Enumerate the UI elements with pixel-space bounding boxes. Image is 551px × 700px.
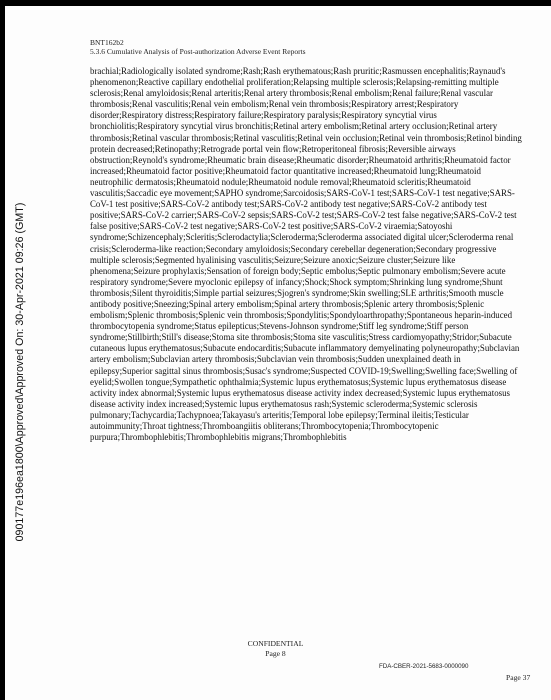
fda-document-id: FDA-CBER-2021-5683-0000090	[379, 663, 469, 670]
approval-stamp-text: 090177e196ea1800\Approved\Approved On: 30-Apr-2021 09:26 (GMT)	[14, 202, 26, 542]
product-name: BNT162b2	[90, 38, 124, 47]
document-header	[90, 38, 306, 56]
document-footer	[0, 639, 551, 658]
section-title: 5.3.6 Cumulative Analysis of Post-authorization Adverse Event Reports	[90, 47, 306, 56]
internal-page-label: Page 8	[265, 648, 286, 658]
confidential-label: CONFIDENTIAL	[247, 639, 304, 648]
adverse-event-term-list: brachial;Radiologically isolated syndrome;Rash;Rash erythematous;Rash pruritic;Rasmussen encephalitis;Raynaud's phenomenon;Reactive capillary endothelial proliferation;Relapsing multiple sclerosis;Relapsing-remitting multiple sclerosis;Renal amyloidosis;Renal arteritis;Renal artery thrombosis;Renal embolism;Renal failure;Renal vascular thrombosis;Renal vasculitis;Renal vein embolism;Renal vein thrombosis;Respiratory arrest;Respiratory disorder;Respiratory distress;Respiratory failure;Respiratory paralysis;Respiratory syncytial virus bronchiolitis;Respiratory syncytial virus bronchitis;Retinal artery embolism;Retinal artery occlusion;Retinal artery thrombosis;Retinal vascular thrombosis;Retinal vasculitis;Retinal vein occlusion;Retinal vein thrombosis;Retinol binding protein decreased;Retinopathy;Retrograde portal vein flow;Retroperitoneal fibrosis;Reversible airways obstruction;Reynold's syndrome;Rheumatic brain disease;Rheumatic disorder;Rheumatoid arthritis;Rheumatoid factor increased;Rheumatoid factor positive;Rheumatoid factor quantitative increased;Rheumatoid lung;Rheumatoid neutrophilic dermatosis;Rheumatoid nodule;Rheumatoid nodule removal;Rheumatoid scleritis;Rheumatoid vasculitis;Saccadic eye movement;SAPHO syndrome;Sarcoidosis;SARS-CoV-1 test;SARS-CoV-1 test negative;SARS-CoV-1 test positive;SARS-CoV-2 antibody test;SARS-CoV-2 antibody test negative;SARS-CoV-2 antibody test positive;SARS-CoV-2 carrier;SARS-CoV-2 sepsis;SARS-CoV-2 test;SARS-CoV-2 test false negative;SARS-CoV-2 test false positive;SARS-CoV-2 test negative;SARS-CoV-2 test positive;SARS-CoV-2 viraemia;Satoyoshi syndrome;Schizencephaly;Scleritis;Sclerodactylia;Scleroderma;Scleroderma associated digital ulcer;Scleroderma renal crisis;Scleroderma-like reaction;Secondary amyloidosis;Secondary cerebellar degeneration;Secondary progressive multiple sclerosis;Segmented hyalinising vasculitis;Seizure;Seizure anoxic;Seizure cluster;Seizure like phenomena;Seizure prophylaxis;Sensation of foreign body;Septic embolus;Septic pulmonary embolism;Severe acute respiratory syndrome;Severe myoclonic epilepsy of infancy;Shock;Shock symptom;Shrinking lung syndrome;Shunt thrombosis;Silent thyroiditis;Simple partial seizures;Sjogren's syndrome;Skin swelling;SLE arthritis;Smooth muscle antibody positive;Sneezing;Spinal artery embolism;Spinal artery thrombosis;Splenic artery thrombosis;Splenic embolism;Splenic thrombosis;Splenic vein thrombosis;Spondylitis;Spondyloarthropathy;Spontaneous heparin-induced thrombocytopenia syndrome;Status epilepticus;Stevens-Johnson syndrome;Stiff leg syndrome;Stiff person syndrome;Stillbirth;Still's disease;Stoma site thrombosis;Stoma site vasculitis;Stress cardiomyopathy;Stridor;Subacute cutaneous lupus erythematosus;Subacute endocarditis;Subacute inflammatory demyelinating polyneuropathy;Subclavian artery embolism;Subclavian artery thrombosis;Subclavian vein thrombosis;Sudden unexplained death in epilepsy;Superior sagittal sinus thrombosis;Susac's syndrome;Suspected COVID-19;Swelling;Swelling face;Swelling of eyelid;Swollen tongue;Sympathetic ophthalmia;Systemic lupus erythematosus;Systemic lupus erythematosus disease activity index abnormal;Systemic lupus erythematosus disease activity index decreased;Systemic lupus erythematosus disease activity index increased;Systemic lupus erythematosus rash;Systemic scleroderma;Systemic sclerosis pulmonary;Tachycardia;Tachypnoea;Takayasu's arteritis;Temporal lobe epilepsy;Terminal ileitis;Testicular autoimmunity;Throat tightness;Thromboangiitis obliterans;Thrombocytopenia;Thrombocytopenic purpura;Thrombophlebitis;Thrombophlebitis migrans;Thrombophlebitis	[90, 66, 522, 443]
page-number: Page 37	[506, 673, 531, 682]
